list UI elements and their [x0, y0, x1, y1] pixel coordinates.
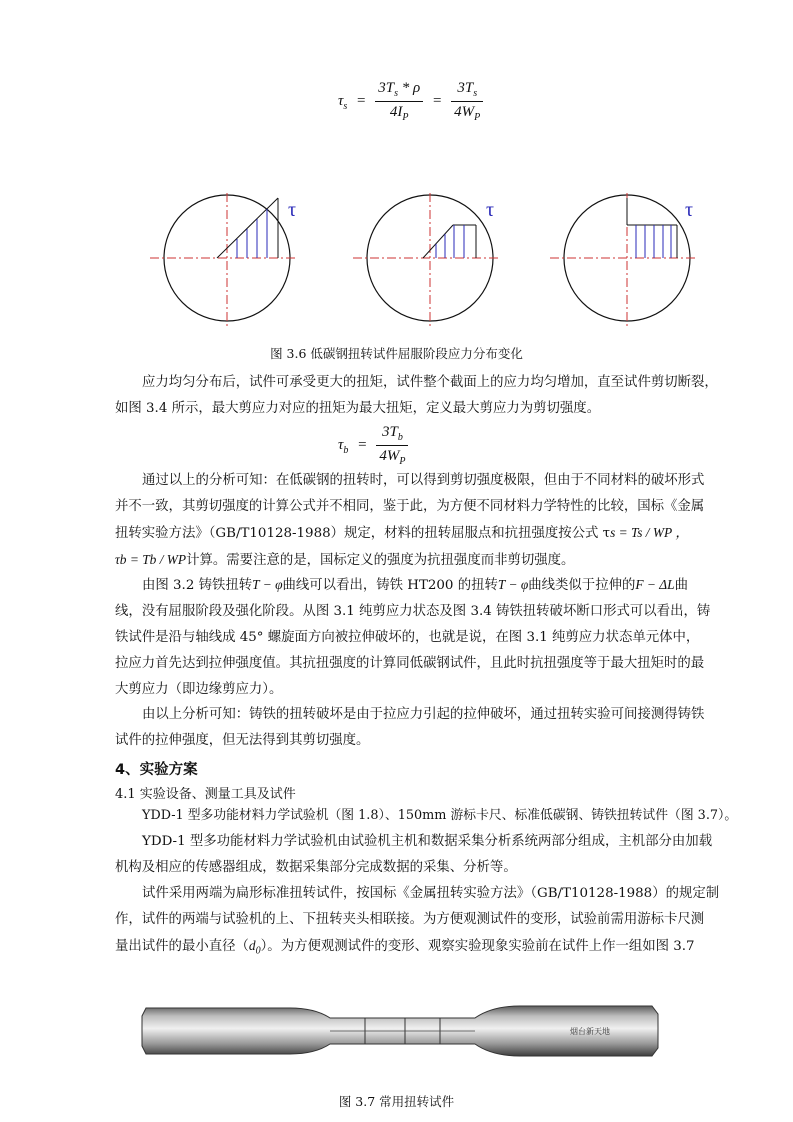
figure-3-6-diagrams	[140, 188, 710, 328]
tau-label: τ	[486, 199, 495, 221]
para-3-line-1: 由图 3.2 铸铁扭转T − φ曲线可以看出，铸铁 HT200 的扭转T − φ曲线类似于拉伸的F − ΔL曲	[142, 577, 688, 593]
para-3-line-5: 大剪应力（即边缘剪应力）。	[115, 682, 283, 697]
section-heading-4-1: 4.1 实验设备、测量工具及试件	[115, 787, 296, 802]
para-1-line-1: 应力均匀分布后，试件可承受更大的扭矩，试件整个截面上的应力均匀增加，直至试件剪切断裂，	[142, 375, 718, 390]
para-3-line-4: 拉应力首先达到拉伸强度值。其抗扭强度的计算同低碳钢试件，且此时抗扭强度等于最大扭矩时的最	[115, 656, 705, 671]
para-6-line-2: 机构及相应的传感器组成，数据采集部分完成数据的采集、分析等。	[115, 860, 517, 875]
formula-frac-2: $\frac{3T_s}{4W_P}$	[451, 80, 483, 123]
figure-3-7-specimen-photo	[140, 1000, 662, 1062]
para-7-line-3: 量出试件的最小直径$(d_0)$。为方便观测试件的变形、观察实验现象实验前在试件上作一组如图 3.7	[115, 938, 695, 957]
paragraph-1	[115, 370, 740, 422]
para-4-line-1: 由以上分析可知：铸铁的扭转破坏是由于拉应力引起的拉伸破坏，通过扭转实验可间接测得铸铁	[142, 707, 705, 722]
para-7-line-1: 试件采用两端为扁形标准扭转试件，按国标《金属扭转实验方法》（GB/T10128-1988）的规定制	[142, 886, 720, 901]
paragraph-7	[115, 881, 740, 965]
figure-3-6-caption: 图 3.6 低碳钢扭转试件屈服阶段应力分布变化	[270, 346, 523, 361]
paragraph-6	[115, 829, 740, 881]
formula-frac-1: $\frac{3T_s * \rho}{4I_P}$	[375, 80, 423, 123]
formula-shear-yield: $\tau_s$ = $\frac{3T_s * \rho}{4I_P}$ = $\frac{3T_s}{4W_P}$	[338, 80, 483, 123]
stress-diagram-full-plastic	[550, 193, 695, 326]
paragraph-3	[115, 572, 740, 703]
para-6-line-1: YDD-1 型多功能材料力学试验机由试验机主机和数据采集分析系统两部分组成，主机部分由加载	[142, 834, 713, 849]
para-2-line-4: τb = Tb / WP计算。需要注意的是，国标定义的强度为抗扭强度而非剪切强度。	[115, 552, 575, 568]
para-5-line-1: YDD-1 型多功能材料力学试验机（图 1.8）、150mm 游标卡尺、标准低碳钢、铸铁扭转试件（图 3.7）。	[142, 808, 738, 823]
stress-diagram-partial-plastic	[353, 193, 500, 326]
stress-diagram-elastic	[150, 193, 296, 326]
section-heading-4: 4、实验方案	[115, 762, 198, 778]
formula-frac: $\frac{3T_b}{4W_P}$	[376, 424, 408, 467]
para-3-line-2: 线，没有屈服阶段及强化阶段。从图 3.1 纯剪应力状态及图 3.4 铸铁扭转破坏断口形式可以看出，铸	[115, 604, 711, 619]
para-2-line-2: 并不一致，其剪切强度的计算公式并不相同，鉴于此，为方便不同材料力学特性的比较，国标《金属	[115, 499, 705, 514]
formula-lhs: $\tau_s$	[338, 92, 348, 112]
para-7-line-2: 作，试件的两端与试验机的上、下扭转夹头相联接。为方便观测试件的变形，试验前需用游标卡尺测	[115, 912, 705, 927]
specimen-stamp-text: 烟台新天地	[570, 1027, 610, 1036]
para-2-line-3: 扭转实验方法》（GB/T10128-1988）规定，材料的扭转屈服点和抗扭强度按公式 τs = Ts / WP ，	[115, 525, 689, 541]
figure-3-7-caption: 图 3.7 常用扭转试件	[338, 1094, 455, 1109]
paragraph-4	[115, 702, 740, 754]
para-3-line-3: 铁试件是沿与轴线成 45° 螺旋面方向被拉伸破坏的，也就是说，在图 3.1 纯剪应力状态单元体中，	[115, 630, 700, 645]
tau-label: τ	[288, 199, 297, 221]
paragraph-5	[115, 803, 740, 829]
para-2-line-1: 通过以上的分析可知：在低碳钢的扭转时，可以得到剪切强度极限，但由于不同材料的破坏形式	[142, 473, 705, 488]
para-4-line-2: 试件的拉伸强度，但无法得到其剪切强度。	[115, 733, 370, 748]
formula-shear-strength: $\tau_b$ = $\frac{3T_b}{4W_P}$	[338, 424, 408, 467]
tau-label: τ	[685, 199, 694, 221]
paragraph-2	[115, 468, 740, 574]
para-1-line-2: 如图 3.4 所示，最大剪应力对应的扭矩为最大扭矩，定义最大剪应力为剪切强度。	[115, 401, 601, 416]
